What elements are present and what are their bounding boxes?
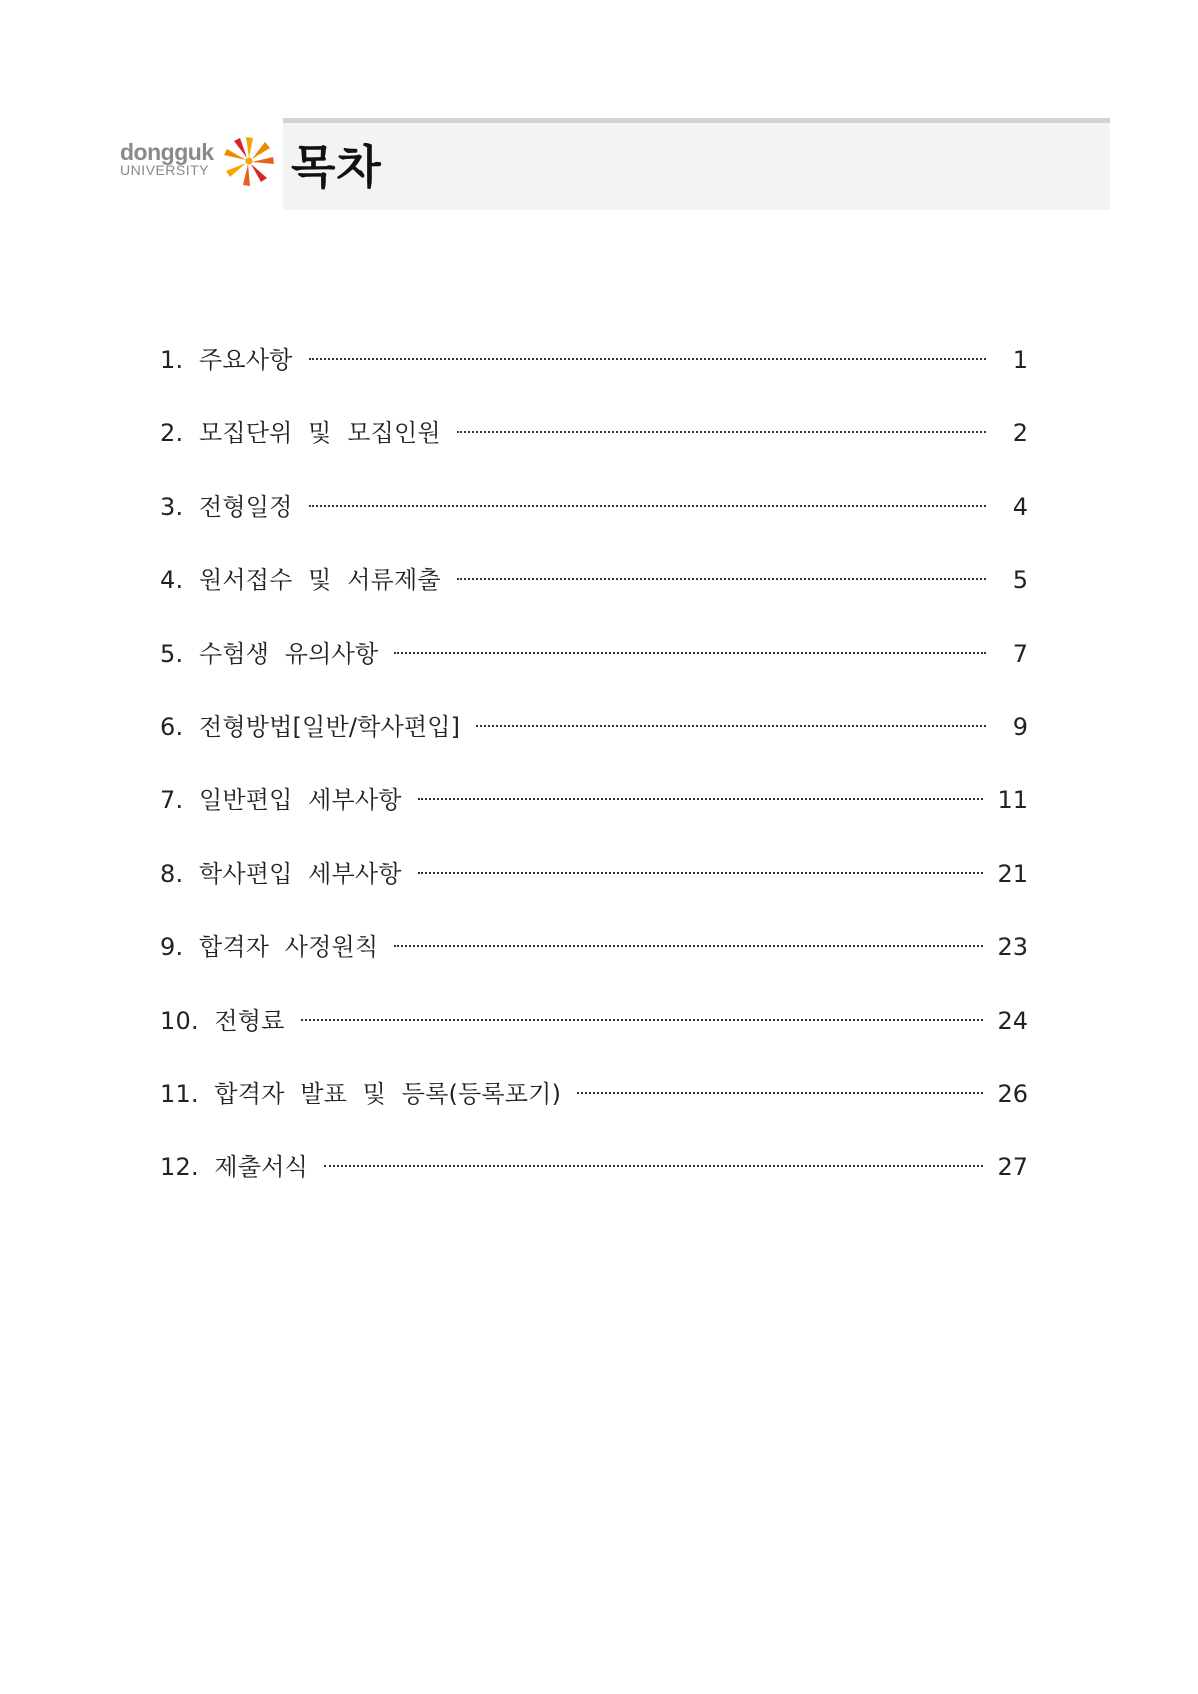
- toc-item-page: 7: [1012, 639, 1028, 668]
- logo-wordmark: [120, 140, 230, 178]
- toc-item-page: 21: [997, 859, 1028, 888]
- toc-item-label: 6. 전형방법[일반/학사편입]: [160, 712, 461, 741]
- toc-item-page: 23: [997, 933, 1028, 962]
- toc-item[interactable]: [160, 340, 1028, 413]
- toc-item-label: 2. 모집단위 및 모집인원: [160, 419, 441, 448]
- toc-dot-leader: [309, 505, 987, 507]
- toc-dot-leader: [418, 872, 984, 874]
- toc-item-page: 1: [1012, 346, 1028, 374]
- toc-item[interactable]: [160, 413, 1028, 486]
- toc-item[interactable]: [160, 560, 1028, 633]
- toc-item-label: 7. 일반편입 세부사항: [160, 786, 402, 815]
- toc-dot-leader: [394, 945, 983, 947]
- toc-item-page: 5: [1012, 566, 1028, 595]
- title-banner: [283, 118, 1110, 210]
- toc-item[interactable]: [160, 780, 1028, 853]
- toc-item[interactable]: [160, 927, 1028, 1000]
- logo-subline: UNIVERSITY: [120, 162, 210, 178]
- toc-dot-leader: [457, 578, 986, 580]
- toc-dot-leader: [418, 798, 984, 800]
- toc-dot-leader: [394, 652, 986, 654]
- toc-item-label: 10. 전형료: [160, 1006, 285, 1035]
- toc-dot-leader: [457, 431, 986, 433]
- toc-dot-leader: [577, 1092, 983, 1094]
- page-title: 목차: [291, 140, 382, 194]
- toc-item-page: 24: [997, 1006, 1028, 1035]
- toc-item-label: 4. 원서접수 및 서류제출: [160, 566, 441, 595]
- toc-item-page: 27: [997, 1153, 1028, 1182]
- toc-item-label: 9. 합격자 사정원칙: [160, 933, 379, 962]
- logo-word: dongguk: [120, 139, 214, 165]
- toc-item-page: 4: [1012, 492, 1028, 521]
- toc-dot-leader: [476, 725, 986, 727]
- toc-item-label: 5. 수험생 유의사항: [160, 639, 379, 668]
- toc-item-page: 2: [1012, 419, 1028, 448]
- toc-item[interactable]: [160, 1147, 1028, 1220]
- toc-item-label: 3. 전형일정: [160, 492, 293, 521]
- toc-dot-leader: [301, 1019, 984, 1021]
- toc-item[interactable]: [160, 1074, 1028, 1147]
- toc-item-page: 26: [997, 1079, 1028, 1108]
- toc-item-label: 11. 합격자 발표 및 등록(등록포기): [160, 1079, 562, 1108]
- toc-dot-leader: [324, 1165, 983, 1167]
- toc-item[interactable]: [160, 1001, 1028, 1074]
- toc-item[interactable]: [160, 854, 1028, 927]
- toc-item-label: 12. 제출서식: [160, 1153, 308, 1182]
- toc-item-label: 1. 주요사항: [160, 346, 293, 374]
- toc-item[interactable]: [160, 634, 1028, 707]
- toc-item-label: 8. 학사편입 세부사항: [160, 859, 402, 888]
- dongguk-flower-logo-icon: [222, 134, 276, 188]
- toc-dot-leader: [309, 358, 987, 360]
- toc-item[interactable]: [160, 487, 1028, 560]
- table-of-contents: [160, 340, 1028, 1221]
- toc-item[interactable]: [160, 707, 1028, 780]
- toc-item-page: 11: [997, 786, 1028, 815]
- toc-item-page: 9: [1012, 712, 1028, 741]
- university-logo: [120, 140, 272, 192]
